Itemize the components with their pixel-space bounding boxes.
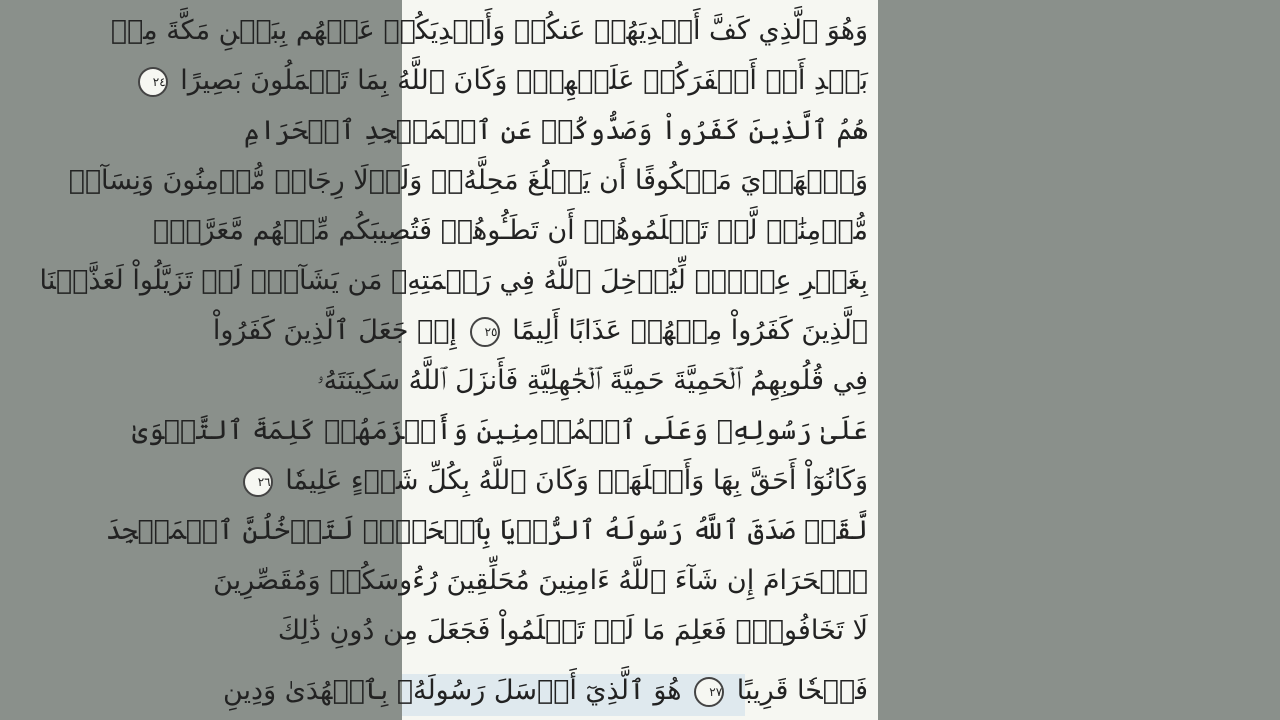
verse-line: وَٱلۡهَدۡيَ مَعۡكُوفًا أَن يَبۡلُغَ مَحِلَّهُۥۚ وَلَوۡلَا رِجَالٞ مُّؤۡمِنُونَ وَنِسَآءٞ	[68, 165, 868, 196]
verse-line: لَّقَدۡ صَدَقَ ٱللَّهُ رَسُولَهُ ٱلرُّءۡيَا بِٱلۡحَقِّۖ لَتَدۡخُلُنَّ ٱلۡمَسۡجِدَ	[105, 515, 868, 546]
verse-line: هُمُ ٱلَّذِينَ كَفَرُواْ وَصَدُّوكُمۡ عَنِ ٱلۡمَسۡجِدِ ٱلۡحَرَامِ	[243, 115, 868, 146]
ayah-number-marker: ٢٤	[138, 67, 168, 97]
verse-line: بِغَيۡرِ عِلۡمٖۖ لِّيُدۡخِلَ ٱللَّهُ فِي رَحۡمَتِهِۦ مَن يَشَآءُۚ لَوۡ تَزَيَّلُواْ لَعَذَّبۡنَا	[39, 265, 868, 296]
ayah-number-marker: ٢٥	[470, 317, 500, 347]
verse-line: وَهُوَ ٱلَّذِي كَفَّ أَيۡدِيَهُمۡ عَنكُمۡ وَأَيۡدِيَكُمۡ عَنۡهُم بِبَطۡنِ مَكَّةَ مِنۢ	[110, 15, 868, 46]
verse-line: فِي قُلُوبِهِمُ ٱلۡحَمِيَّةَ حَمِيَّةَ ٱلۡجَٰهِلِيَّةِ فَأَنزَلَ ٱللَّهُ سَكِينَتَهُۥ	[316, 365, 868, 396]
quran-page	[39, 0, 878, 720]
verse-line: ٱلۡحَرَامَ إِن شَآءَ ٱللَّهُ ءَامِنِينَ مُحَلِّقِينَ رُءُوسَكُمۡ وَمُقَصِّرِينَ	[213, 565, 868, 596]
ayah-number-marker: ٢٦	[243, 467, 273, 497]
verse-line: فَتۡحٗا قَرِيبًا ٢٧ هُوَ ٱلَّذِيٓ أَرۡسَلَ رَسُولَهُۥ بِٱلۡهُدَىٰ وَدِينِ	[222, 675, 868, 706]
verse-line: مُّؤۡمِنَٰتٞ لَّمۡ تَعۡلَمُوهُمۡ أَن تَطَـُٔوهُمۡ فَتُصِيبَكُم مِّنۡهُم مَّعَرَّةُۢ	[152, 215, 868, 246]
verse-line: عَلَىٰ رَسُولِهِۦ وَعَلَى ٱلۡمُؤۡمِنِينَ وَأَلۡزَمَهُمۡ كَلِمَةَ ٱلتَّقۡوَىٰ	[132, 415, 868, 446]
verse-line: لَا تَخَافُونَۖ فَعَلِمَ مَا لَمۡ تَعۡلَمُواْ فَجَعَلَ مِن دُونِ ذَٰلِكَ	[277, 615, 868, 646]
verse-line: ٱلَّذِينَ كَفَرُواْ مِنۡهُمۡ عَذَابًا أَلِيمًا ٢٥ إِذۡ جَعَلَ ٱلَّذِينَ كَفَرُواْ	[212, 315, 868, 346]
verse-line: وَكَانُوٓاْ أَحَقَّ بِهَا وَأَهۡلَهَاۚ وَكَانَ ٱللَّهُ بِكُلِّ شَيۡءٍ عَلِيمٗا ٢٦	[412, 456, 868, 506]
verse-line: بَعۡدِ أَنۡ أَظۡفَرَكُمۡ عَلَيۡهِمۡۚ وَكَانَ ٱللَّهُ بِمَا تَعۡمَلُونَ بَصِيرًا ٢٤	[412, 56, 868, 106]
ayah-number-marker: ٢٧	[694, 677, 724, 707]
